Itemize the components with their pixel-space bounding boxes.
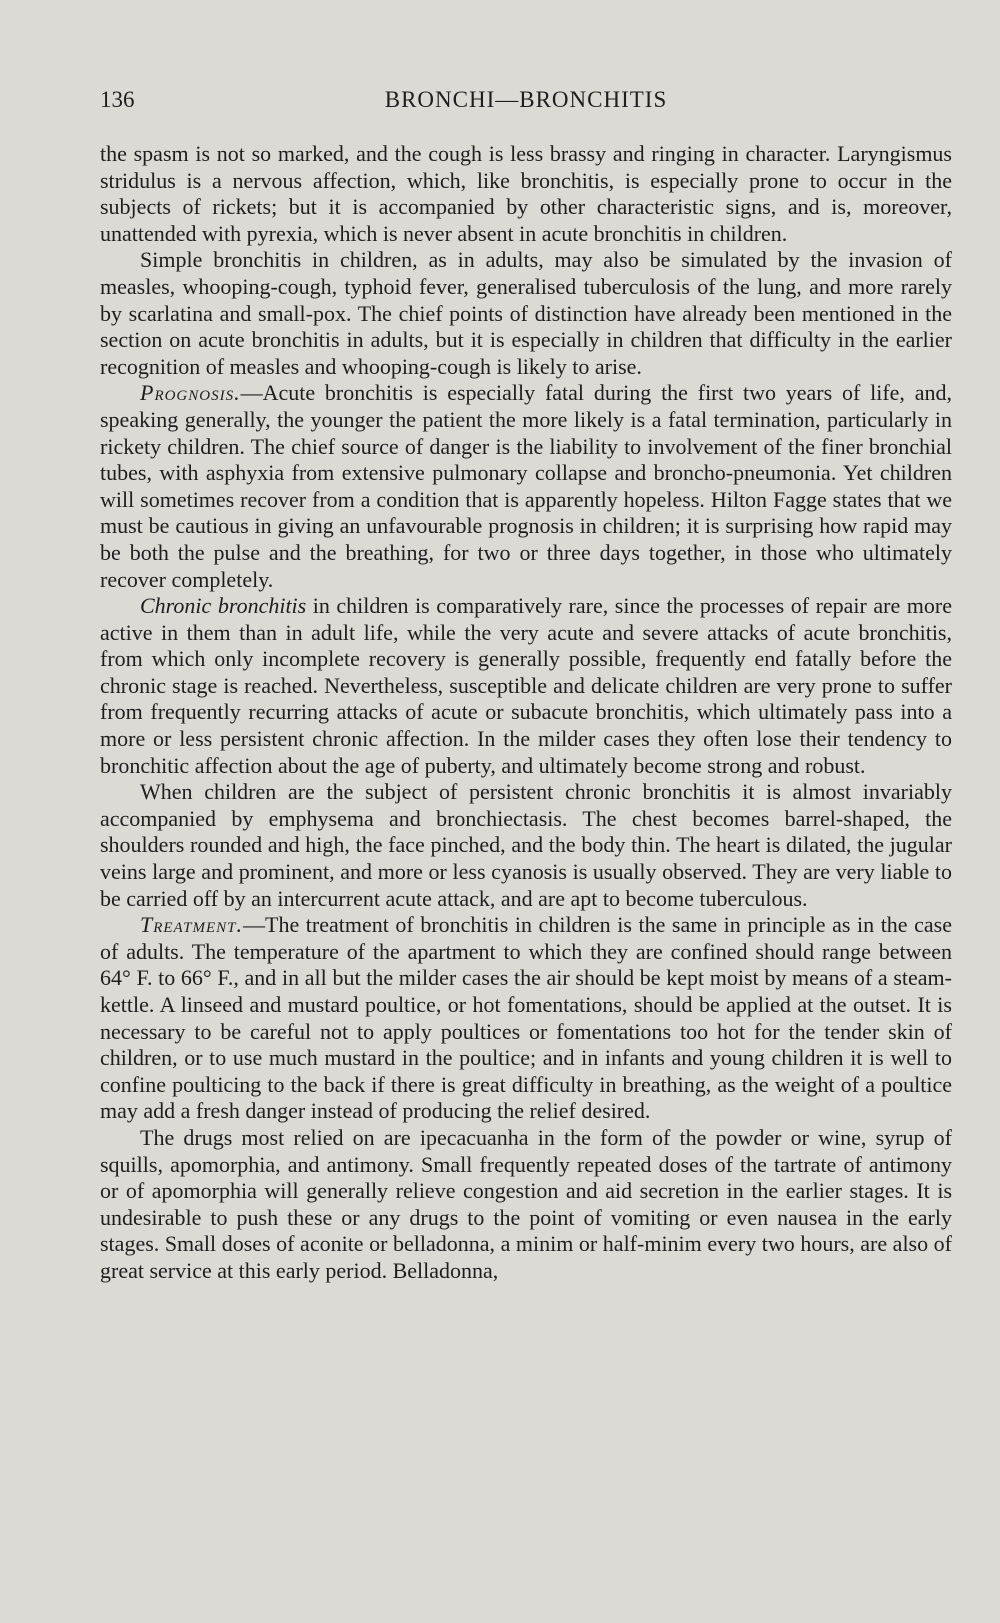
page-number: 136 [100,87,135,112]
paragraph-prognosis [100,380,952,593]
prognosis-heading: Prognosis. [140,380,241,406]
paragraph-7: The drugs most relied on are ipecacuanha in the form of the powder or wine, syrup of squills, apomorphia, and antimony. Small frequently repeated doses of the tartrate of antimony or of apomorphia will generally relieve congestion and aid secretion in the earlier stages. It is undesirable to push these or any drugs to the point of vomiting or even nausea in the early stages. Small doses of aconite or belladonna, a minim or half-minim every two hours, are also of great service at this early period. Belladonna, [100,1124,952,1283]
body-text [100,141,952,1285]
treatment-heading: Treatment. [140,912,244,938]
paragraph-chronic [100,593,952,779]
paragraph-2: Simple bronchitis in children, as in adults, may also be simulated by the invasion of measles, whooping-cough, typhoid fever, generalised tuberculosis of the lung, and more rarely by scarlatina and small-pox. The chief points of distinction have already been mentioned in the section on acute bronchitis in adults, but it is especially in children that difficulty in the earlier recognition of measles and whooping-cough is likely to arise. [100,247,952,379]
paragraph-1: the spasm is not so marked, and the cough is less brassy and ringing in character. Laryngismus stridulus is a nervous affection, which, like bronchitis, is especially prone to occur in the subjects of rickets; but it is accompanied by other characteristic signs, and is, moreover, unattended with pyrexia, which is never absent in acute bronchitis in children. [100,141,952,246]
treatment-text: —The treatment of bronchitis in children is the same in principle as in the case of adults. The temperature of the apartment to which they are confined should range between 64° F. to 66° F., and in all but the milder cases the air should be kept moist by means of a steam-kettle. A linseed and mustard poultice, or hot fomentations, should be applied at the outset. It is necessary to be careful not to apply poultices or fomentations too hot for the tender skin of children, or to use much mustard in the poultice; and in infants and young children it is well to confine poulticing to the back if there is great difficulty in breathing, as the weight of a poultice may add a fresh danger instead of producing the relief desired. [100,912,952,1124]
chronic-bronchitis-heading: Chronic bronchitis [140,593,307,619]
prognosis-text: —Acute bronchitis is especially fatal during the first two years of life, and, speaking generally, the younger the patient the more likely is a fatal termination, particularly in rickety children. The chief source of danger is the liability to involvement of the finer bronchial tubes, with asphyxia from extensive pulmonary collapse and broncho-pneumonia. Yet children will sometimes recover from a condition that is apparently hopeless. Hilton Fagge states that we must be cautious in giving an unfavourable prognosis in children; it is surprising how rapid may be both the pulse and the breathing, for two or three days together, in those who ultimately recover completely. [100,380,952,592]
running-title: BRONCHI—BRONCHITIS [384,87,668,112]
paragraph-5: When children are the subject of persistent chronic bronchitis it is almost invariably accompanied by emphysema and bronchiectasis. The chest becomes barrel-shaped, the shoulders rounded and high, the face pinched, and the body thin. The heart is dilated, the jugular veins large and prominent, and more or less cyanosis is usually observed. They are very liable to be carried off by an intercurrent acute attack, and are apt to become tuberculous. [100,779,952,911]
paragraph-treatment [100,912,952,1125]
chronic-bronchitis-text: in children is comparatively rare, since the processes of repair are more active in them than in adult life, while the very acute and severe attacks of acute bronchitis, from which only incomplete recovery is generally possible, frequently end fatally before the chronic stage is reached. Nevertheless, susceptible and delicate children are very prone to suffer from frequently recurring attacks of acute or subacute bronchitis, which ultimately pass into a more or less persistent chronic affection. In the milder cases they often lose their tendency to bronchitic affection about the age of puberty, and ultimately become strong and robust. [100,593,952,778]
